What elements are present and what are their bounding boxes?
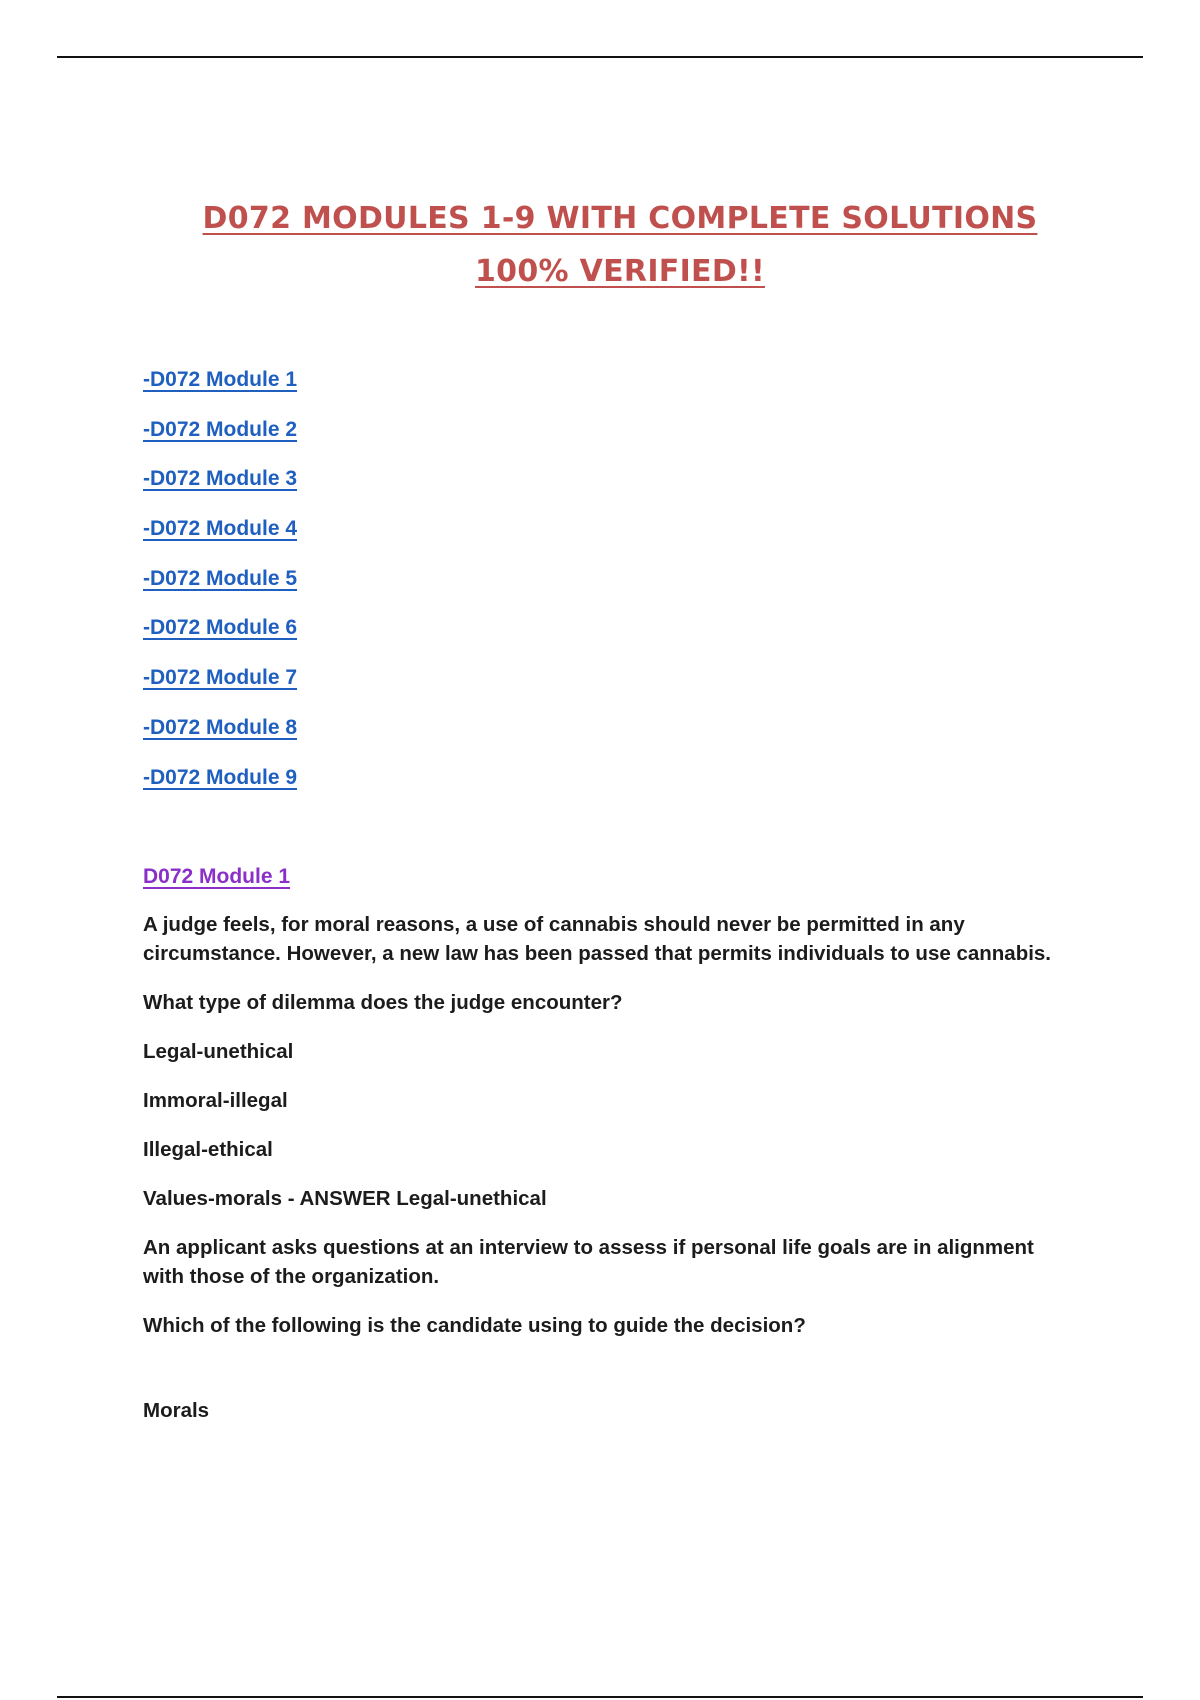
bottom-rule [57, 1696, 1143, 1698]
question-2-text: An applicant asks questions at an interview to assess if personal life goals are in alignment with those of the organization. [143, 1236, 1034, 1288]
toc-item [143, 465, 297, 515]
question-1-prompt: What type of dilemma does the judge encounter? [143, 991, 623, 1014]
toc-link-module-3[interactable]: -D072 Module 3 [143, 467, 298, 491]
toc-item [143, 515, 297, 565]
toc-item [143, 714, 297, 764]
question-2-option: Morals [143, 1399, 210, 1422]
toc-link-module-1[interactable]: -D072 Module 1 [143, 368, 298, 391]
toc-link-module-5[interactable]: -D072 Module 5 [143, 566, 298, 590]
toc-item [143, 614, 297, 664]
toc-link-module-9[interactable]: -D072 Module 9 [143, 765, 298, 789]
question-2-prompt: Which of the following is the candidate using to guide the decision? [143, 1314, 806, 1337]
table-of-contents [143, 366, 297, 813]
top-rule [57, 56, 1143, 58]
question-1-option: Illegal-ethical [143, 1138, 273, 1161]
question-1-option: Immoral-illegal [143, 1089, 288, 1112]
section-heading-text: D072 Module 1 [143, 865, 291, 888]
document-title-line-1: D072 MODULES 1-9 WITH COMPLETE SOLUTIONS [202, 201, 1038, 236]
question-1-text: A judge feels, for moral reasons, a use of cannabis should never be permitted in any circumstance. However, a new law has been passed that permits individuals to use cannabis. [143, 913, 1052, 965]
toc-link-module-8[interactable]: -D072 Module 8 [143, 715, 298, 739]
toc-item [143, 664, 297, 714]
module-1-section [143, 862, 1073, 1445]
question-1-option: Legal-unethical [143, 1040, 294, 1063]
toc-link-module-7[interactable]: -D072 Module 7 [143, 666, 298, 690]
question-1-option-with-answer: Values-morals - ANSWER Legal-unethical [143, 1187, 547, 1210]
toc-item [143, 764, 297, 814]
document-title [120, 192, 1120, 298]
toc-item [143, 416, 297, 466]
toc-link-module-4[interactable]: -D072 Module 4 [143, 517, 298, 541]
toc-link-module-6[interactable]: -D072 Module 6 [143, 616, 298, 640]
toc-item [143, 366, 297, 416]
toc-link-module-2[interactable]: -D072 Module 2 [143, 417, 298, 441]
section-heading [143, 862, 1073, 892]
document-title-line-2: 100% VERIFIED!! [474, 254, 765, 289]
toc-item [143, 565, 297, 615]
